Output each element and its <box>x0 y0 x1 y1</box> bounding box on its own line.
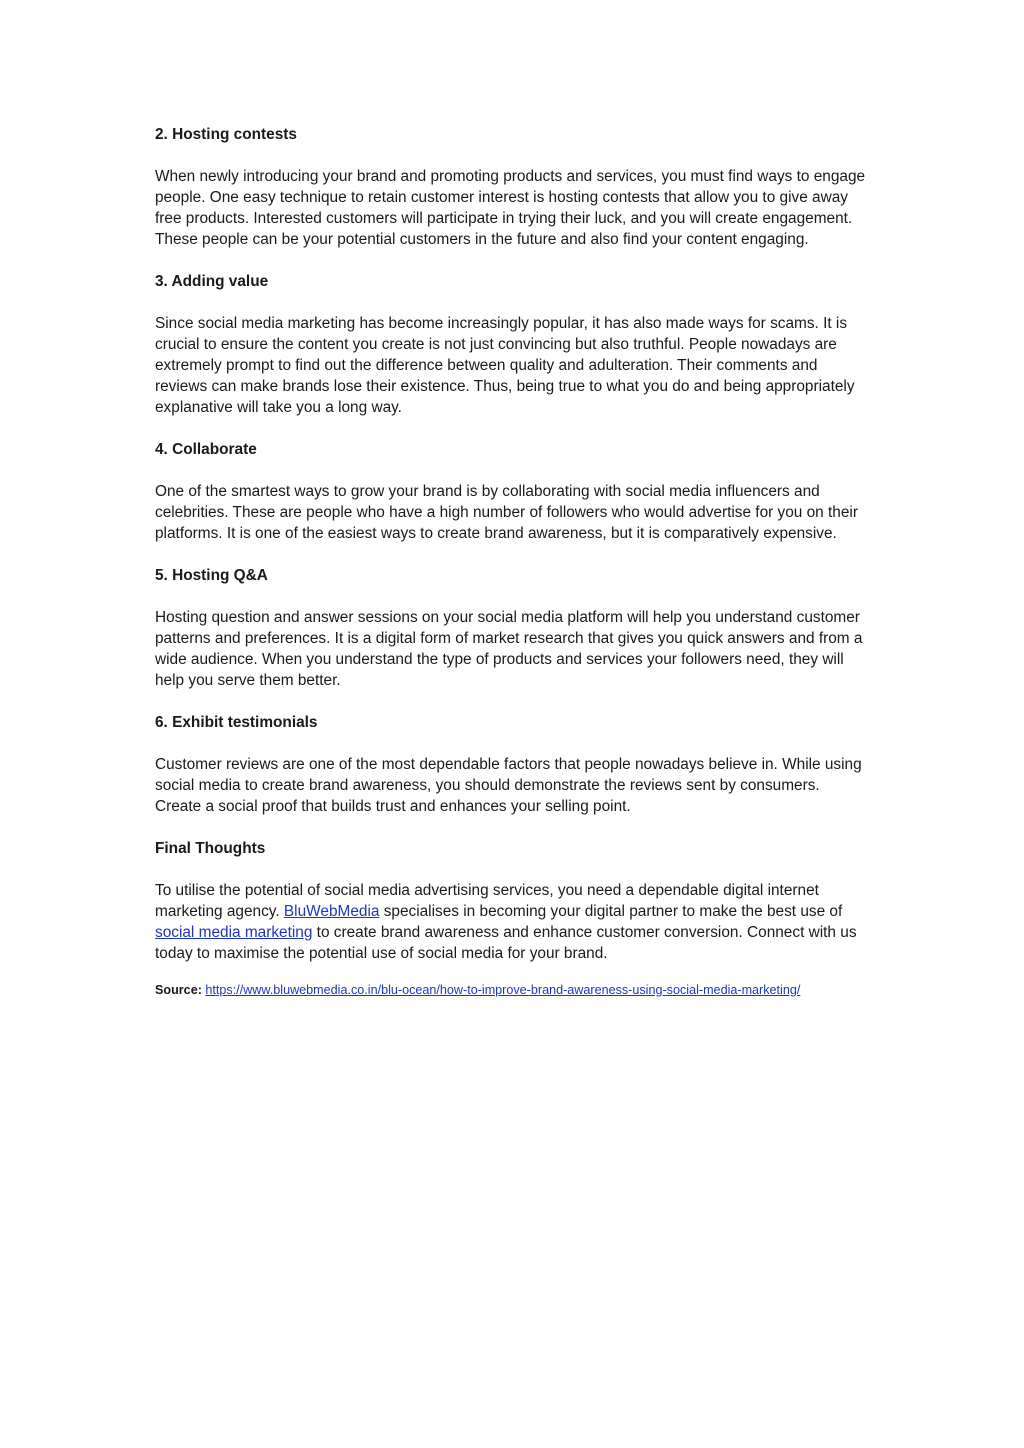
source-label: Source: <box>155 983 202 997</box>
section-final-thoughts <box>155 838 867 964</box>
section-heading: 4. Collaborate <box>155 441 257 458</box>
section-hosting-contests <box>155 124 867 250</box>
section-paragraph: Hosting question and answer sessions on your social media platform will help you understand customer patterns and preferences. It is a digital form of market research that gives you quick answers and from a wide audience. When you understand the type of products and services your followers need, they will help you serve them better. <box>155 609 863 689</box>
section-collaborate <box>155 439 867 544</box>
section-heading: 3. Adding value <box>155 273 269 290</box>
source-line <box>155 981 867 999</box>
section-heading: 6. Exhibit testimonials <box>155 714 318 731</box>
final-thoughts-heading: Final Thoughts <box>155 840 266 857</box>
document-body <box>155 124 867 999</box>
section-heading: 2. Hosting contests <box>155 126 297 143</box>
section-adding-value <box>155 271 867 418</box>
section-exhibit-testimonials <box>155 712 867 817</box>
final-thoughts-paragraph <box>155 880 867 964</box>
section-heading: 5. Hosting Q&A <box>155 567 268 584</box>
section-paragraph: One of the smartest ways to grow your brand is by collaborating with social media influencers and celebrities. These are people who have a high number of followers who would advertise for you on their platforms. It is one of the easiest ways to create brand awareness, but it is comparatively expensive. <box>155 483 858 542</box>
social-media-marketing-link[interactable]: social media marketing <box>155 924 313 941</box>
final-text-part-3: to create brand awareness and enhance customer conversion. Connect with us today to maximise the potential use of social media for your brand. <box>155 924 857 962</box>
source-url-link[interactable]: https://www.bluwebmedia.co.in/blu-ocean/how-to-improve-brand-awareness-using-social-media-marketing/ <box>205 983 801 997</box>
final-text-part-2: specialises in becoming your digital partner to make the best use of <box>379 903 843 920</box>
bluwebmedia-link[interactable]: BluWebMedia <box>283 903 380 920</box>
section-paragraph: When newly introducing your brand and promoting products and services, you must find ways to engage people. One easy technique to retain customer interest is hosting contests that allow you to give away free products. Interested customers will participate in trying their luck, and you will create engagement. These people can be your potential customers in the future and also find your content engaging. <box>155 168 866 248</box>
section-paragraph: Customer reviews are one of the most dependable factors that people nowadays believe in. While using social media to create brand awareness, you should demonstrate the reviews sent by consumers. Create a social proof that builds trust and enhances your selling point. <box>155 756 862 815</box>
section-hosting-qa <box>155 565 867 691</box>
final-text-part-1: To utilise the potential of social media advertising services, you need a dependable digital internet marketing agency. <box>155 882 819 920</box>
section-paragraph: Since social media marketing has become increasingly popular, it has also made ways for scams. It is crucial to ensure the content you create is not just convincing but also truthful. People nowadays are extremely prompt to find out the difference between quality and adulteration. Their comments and reviews can make brands lose their existence. Thus, being true to what you do and being appropriately explanative will take you a long way. <box>155 315 855 416</box>
